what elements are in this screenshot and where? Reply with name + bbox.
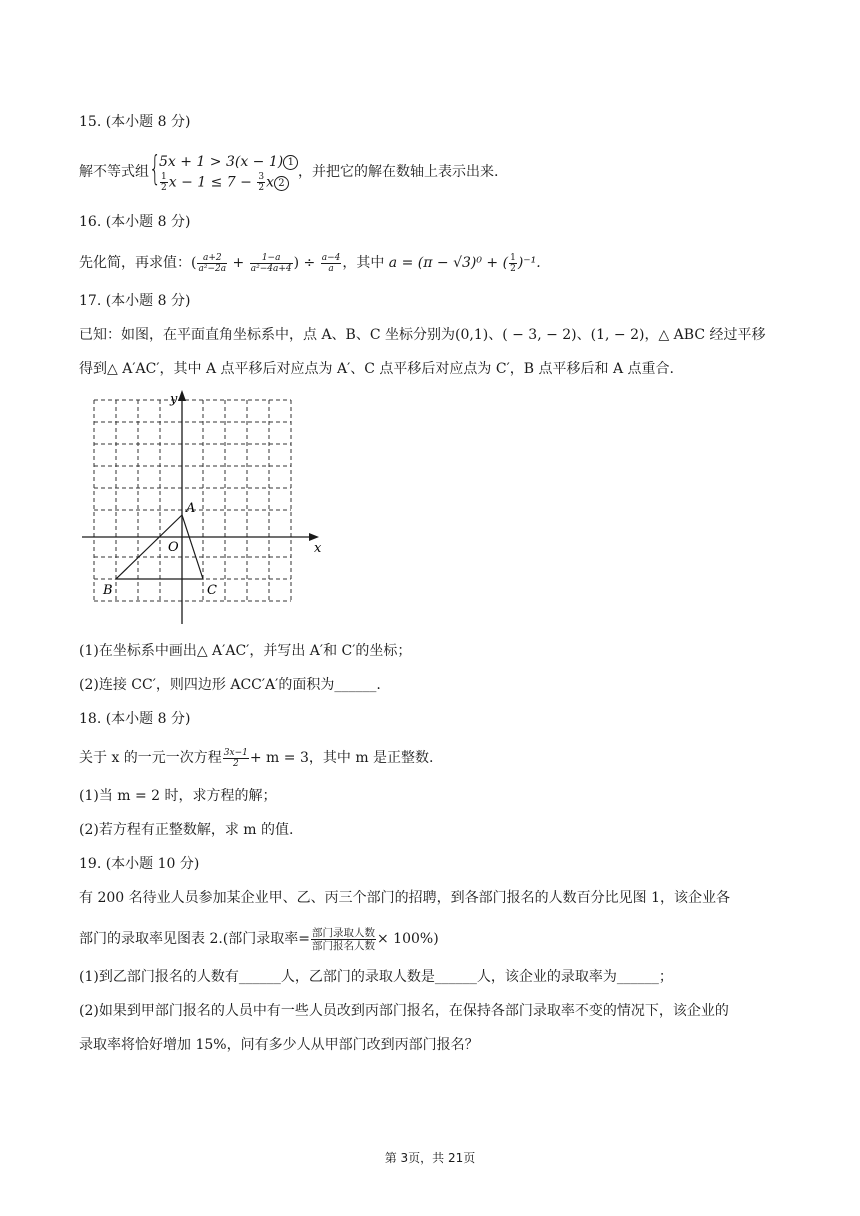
q18-header: 18. (本小题 8 分) [79, 711, 191, 727]
q18-part-2: (2)若方程有正整数解，求 m 的值. [79, 822, 294, 838]
point-a-label: A [186, 501, 196, 516]
q15-lead: 解不等式组 [79, 164, 149, 180]
circled-mark-2: 2 [274, 176, 289, 191]
point-b-label: B [103, 583, 113, 598]
x-axis-label: x [314, 541, 322, 556]
point-c-label: C [207, 583, 217, 598]
q15-body [79, 150, 498, 194]
inequality-system: { 5x + 1 > 3(x − 1) 1 $\frac{1}{2}$ x − 1 ≤ 7 − $\frac{3}{2}$ x 2 [149, 152, 298, 192]
q18-body: 关于 x 的一元一次方程 $\frac{3x-1}{2}$ + m = 3，其中 m 是正整数. [79, 747, 434, 769]
inequality-2: x − 1 ≤ 7 − [168, 174, 252, 191]
y-axis-label: y [170, 392, 178, 407]
q18-part-1: (1)当 m = 2 时，求方程的解； [79, 788, 277, 804]
page-number-footer: 第 3页，共 21页 [384, 1151, 476, 1165]
q19-line-1: 有 200 名待业人员参加某企业甲、乙、丙三个部门的招聘，到各部门报名的人数百分比见图 1，该企业各 [79, 890, 730, 906]
q15-tail: ，并把它的解在数轴上表示出来. [298, 164, 499, 180]
x-axis-arrow [309, 533, 319, 541]
coordinate-grid-figure [79, 388, 329, 628]
q19-part-1: (1)到乙部门报名的人数有______人，乙部门的录取人数是______人，该企业的录取率为______； [79, 969, 673, 985]
q17-part-2: (2)连接 CC′，则四边形 ACC′A′的面积为______. [79, 677, 381, 693]
inequality-1: 5x + 1 > 3(x − 1) [159, 154, 284, 170]
y-axis-arrow [178, 390, 186, 401]
q17-header: 17. (本小题 8 分) [79, 293, 191, 309]
q16-body: 先化简，再求值：( $\frac{a+2}{\text{a²−2a}}$ + $\frac{1-a}{\text{a²−4a+4}}$ ) ÷ $\frac{a-4}{a}$ ，其中 a = (π − √3)⁰ + ( $\frac{1}{2}$ )⁻¹. [79, 252, 541, 274]
q19-line-2: 部门的录取率见图表 2.(部门录取率= $\frac{\text{部门录取人数}}{\text{部门报名人数}}$ × 100%) [79, 926, 439, 952]
q17-line-1: 已知：如图，在平面直角坐标系中，点 A、B、C 坐标分别为(0,1)、( − 3, − 2)、(1, − 2)，△ ABC 经过平移 [79, 327, 766, 343]
q19-header: 19. (本小题 10 分) [79, 856, 200, 872]
q16-header: 16. (本小题 8 分) [79, 214, 191, 230]
q15-header: 15. (本小题 8 分) [79, 114, 191, 130]
q17-part-1: (1)在坐标系中画出△ A′AC′，并写出 A′和 C′的坐标； [79, 643, 412, 659]
q19-part-2-line-2: 录取率将恰好增加 15%，问有多少人从甲部门改到丙部门报名？ [79, 1037, 479, 1053]
origin-label: O [168, 540, 179, 555]
q17-line-2: 得到△ A′AC′，其中 A 点平移后对应点为 A′、C 点平移后对应点为 C′，B 点平移后和 A 点重合. [79, 361, 674, 377]
circled-mark-1: 1 [283, 155, 298, 170]
q19-part-2-line-1: (2)如果到甲部门报名的人员中有一些人员改到丙部门报名，在保持各部门录取率不变的情况下，该企业的 [79, 1003, 729, 1019]
